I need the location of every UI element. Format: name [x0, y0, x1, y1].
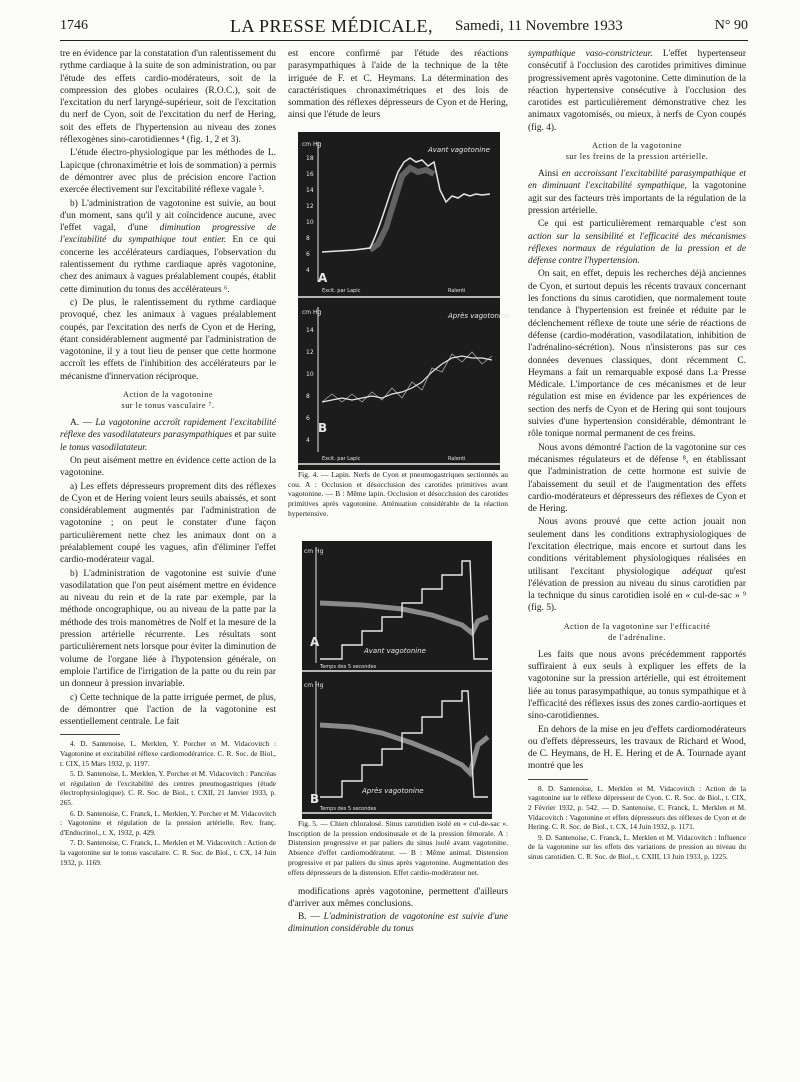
- column-3: [528, 48, 746, 862]
- paragraph: L'étude électro-physiologique par les méthodes de L. Lapicque (chronaximétrie et lois de sommation) a permis de démontrer avec plus de précision encore l'action exercée électivement sur l'excitabilité réflexe vagale ⁵.: [60, 148, 276, 196]
- footnote-rule: [528, 779, 588, 780]
- section-heading: Action de la vagotonine sur l'efficacité de l'adrénaline.: [563, 621, 711, 642]
- paragraph: A. — La vagotonine accroît rapidement l'excitabilité réflexe des vasodilatateurs parasympathiques et par suite le tonus vasodilatateur.: [60, 418, 276, 453]
- footnote: 6. D. Santenoise, C. Franck, L. Merklen, Y. Porcher et M. Vidacovitch : Vagotonine et régulation de la pression artérielle. Rev. franç. d'Endocrinol., t. X, 1932, p. 429.: [60, 808, 276, 837]
- figure-4-tracing: [298, 132, 510, 470]
- figure-5-caption: Fig. 5. — Chien chloralosé. Sinus carotidien isolé en « cul-de-sac ». Inscription de la pression endosinusale et de la pression fémorale. A : Distension progressive et par paliers du sinus isolé avant vagotonine. Absence d'effet cardiomodérateur. — B : Même animal. Distension progressive et par paliers du sinus après vagotonine. Augmentation des effets dépresseurs de la distension. Effet cardio-modérateur net.: [288, 818, 508, 877]
- figure-5-tracing: [302, 541, 492, 819]
- paragraph: b) L'administration de vagotonine est suivie d'une vasodilatation que l'on peut aisément mettre en évidence au niveau du rein et de la rate par exemple, par la méthode oncographique, ou au niveau de la patte par la méthode des trois manomètres de Nolf et la mesure de la pression artérielle récurrente. Les résultats sont particulièrement nets lorsque pour éviter la diminution de volume de l'organe liée à l'hypotension générale, on emploie l'artifice de l'irrigation de la patte ou du rein par un donneur à pression invariable.: [60, 568, 276, 690]
- paragraph: B. — L'administration de vagotonine est suivie d'une diminution considérable du tonus: [288, 912, 508, 935]
- fig4-panel-a: A: [318, 270, 328, 285]
- fig4-axis-unit: cm Hg: [302, 140, 322, 148]
- section-heading: Action de la vagotonine sur le tonus vasculaire ⁷.: [121, 390, 215, 411]
- fig5-label-apres: Après vagotonine: [362, 786, 424, 795]
- paragraph: modifications après vagotonine, permettent d'ailleurs d'arriver aux mêmes conclusions.: [288, 886, 508, 909]
- column-2: [288, 48, 508, 937]
- svg-text:14: 14: [306, 326, 314, 334]
- page-number: 1746: [60, 18, 88, 33]
- svg-text:cm Hg: cm Hg: [304, 547, 324, 555]
- paragraph: est encore confirmé par l'étude des réactions parasympathiques à l'aide de la technique de la tête irriguée de F. et C. Heymans. La détermination des caractéristiques chronaximétriques et des lois de sommation des réflexes dépresseurs de Cyon et de Hering, ainsi que l'étude de leurs: [288, 49, 508, 121]
- svg-text:Temps des 5 secondes: Temps des 5 secondes: [320, 805, 377, 812]
- paragraph: c) De plus, le ralentissement du rythme cardiaque provoqué, chez les animaux à vagues préalablement coupés, par l'excitation des nerfs de Cyon et de Hering, étant considérablement augmenté par l'administration de vagotonine, il y a tout lieu de penser que cette hormone accroît les effets de l'inhibition des accélérateurs par le mécanisme d'innervation réciproque.: [60, 297, 276, 382]
- svg-text:4: 4: [306, 266, 310, 274]
- journal-title: LA PRESSE MÉDICALE,: [230, 16, 434, 36]
- svg-text:Temps des 5 secondes: Temps des 5 secondes: [320, 663, 377, 670]
- footnote: 7. D. Santenoise, C. Franck, L. Merklen et M. Vidacovitch : Action de la vagotonine sur le tonus vasculaire. C. R. Soc. de Biol., t. CX, 14 Juin 1932, p. 1169.: [60, 838, 276, 867]
- svg-text:12: 12: [306, 202, 314, 210]
- paragraph: a) Les effets dépresseurs proprement dits des réflexes de Cyon et de Hering voient leurs seuils abaissés, et sont considérablement augmentés par l'administration de vagotonine ; on peut le constater d'une façon particulièrement nette chez les animaux dont on a préalablement coupé les vagues, afin d'éliminer l'effet cardio-modérateur vagal.: [60, 481, 276, 566]
- paragraph: Ainsi en accroissant l'excitabilité parasympathique et en diminuant l'excitabilité sympathique, la vagotonine agit sur des facteurs très importants de la régulation de la pression artérielle.: [528, 169, 746, 216]
- figure-4-caption: Fig. 4. — Lapin. Nerfs de Cyon et pneumogastriques sectionnés au cou. A : Occlusion et désocclusion des carotides primitives avant vagotonine. — B : Même lapin. Occlusion et désocclusion des carotides primitives après vagotonine. Atténuation considérable de la réaction hypertensive.: [288, 469, 508, 518]
- svg-text:Excit. par Lapic: Excit. par Lapic: [322, 287, 361, 294]
- paragraph: On peut aisément mettre en évidence cette action de la vagotonine.: [60, 455, 276, 479]
- footnote: 8. D. Santenoise, L. Merklen et M. Vidacovitch : Action de la vagotonine sur le réflexe dépresseur de Cyon. C. R. Soc. de Biol., t. CIX, 2 Février 1932, p. 542. — D. Santenoise, C. Franck, L. Merklen et M. Vidacovitch : Vagotonine et effets dépresseurs des réflexes de Cyon et de Hering. C. R. Soc. de Biol., t. CX, 14 Juin 1932, p. 1171.: [528, 783, 746, 832]
- column-1: [60, 48, 276, 868]
- fig5-panel-b: B: [310, 791, 320, 806]
- paragraph: Ce qui est particulièrement remarquable c'est son action sur la sensibilité et l'efficacité des mécanismes réflexes normaux de régulation de la pression et de défense contre l'hypertension.: [528, 219, 746, 267]
- svg-text:8: 8: [306, 392, 310, 400]
- footnote: 9. D. Santenoise, C. Franck, L. Merklen et M. Vidacovitch : Influence de la vagotonine sur les effets des variations de pression au niveau du sinus carotidien. C. R. Soc. de Biol., t. CXIII, 13 Juin 1933, p. 1225.: [528, 832, 746, 861]
- svg-text:Ralenti: Ralenti: [448, 455, 466, 462]
- svg-text:cm Hg: cm Hg: [302, 308, 322, 316]
- fig5-label-avant: Avant vagotonine: [364, 646, 426, 655]
- svg-text:18: 18: [306, 154, 314, 162]
- svg-text:10: 10: [306, 218, 314, 226]
- fig4-panel-b: B: [318, 420, 328, 435]
- page-header: [60, 14, 748, 40]
- svg-text:cm Hg: cm Hg: [304, 681, 324, 689]
- footnote: 4. D. Santenoise, L. Merklen, Y. Porcher et M. Vidacovitch : Vagotonine et excitabilité réflexe cardiomodératrice. C. R. Soc. de Biol., t. CIX, 15 Mars 1932, p. 1197.: [60, 739, 276, 768]
- svg-text:Ralenti: Ralenti: [448, 287, 466, 294]
- issue-number: N° 90: [714, 18, 748, 33]
- svg-text:12: 12: [306, 348, 314, 356]
- svg-text:10: 10: [306, 370, 314, 378]
- paragraph: tre en évidence par la constatation d'un ralentissement du rythme cardiaque à la suite de son administration, ou par l'étude des effets cardio-modérateurs, soit de la compression des globes oculaires (R.O.C.), soit de l'excitation du nerf laryngé-supérieur, soit de l'excitation du nerf de Cyon, soit de l'excitation du nerf de Hering, soit des effets de l'hypertension au niveau des zones réflexogènes sino-carotidiennes ⁴ (fig. 1, 2 et 3).: [60, 49, 276, 146]
- footnote-rule: [60, 734, 120, 735]
- svg-text:16: 16: [306, 170, 314, 178]
- paragraph: c) Cette technique de la patte irriguée permet, de plus, de démontrer que l'action de la vagotonine est essentiellement centrale. Le fait: [60, 692, 276, 728]
- svg-text:8: 8: [306, 234, 310, 242]
- svg-text:14: 14: [306, 186, 314, 194]
- fig5-panel-a: A: [310, 634, 320, 649]
- section-heading: Action de la vagotonine sur les freins de la pression artérielle.: [565, 141, 709, 162]
- svg-text:6: 6: [306, 414, 310, 422]
- fig4-label-apres: Après vagotonine: [448, 311, 510, 320]
- paragraph: Nous avons prouvé que cette action jouait non seulement dans les conditions extraphysiologiques de l'excitation électrique, mais encore et surtout dans les conditions véritablement physiologiques réalisées en utilisant l'excitant physiologique adéquat qu'est l'élévation de pression au niveau du sinus carotidien par la technique du sinus carotidien isolé en « cul-de-sac » ⁹ (fig. 5).: [528, 517, 746, 614]
- paragraph: sympathique vaso-constricteur. L'effet hypertenseur consécutif à l'occlusion des carotides primitives diminue progressivement après vagotonine. Cette diminution de la réaction hypertensive consécutive à l'occlusion des carotides est particulièrement démonstrative chez les animaux vagotomisés, ou mieux, à nerfs de Cyon coupés (fig. 4).: [528, 49, 746, 133]
- svg-text:4: 4: [306, 436, 310, 444]
- issue-date: Samedi, 11 Novembre 1933: [455, 18, 623, 34]
- paragraph: Nous avons démontré l'action de la vagotonine sur ces mécanismes régulateurs et de défense ⁸, en établissant que l'administration de cette hormone est suivie de l'abaissement du seuil et de l'augmentation des effets cardio-modérateurs et dépresseurs des réflexes de Cyon et de Hering.: [528, 442, 746, 515]
- paragraph: On sait, en effet, depuis les recherches déjà anciennes de Cyon, et surtout depuis les récents travaux concernant les fonctions du sinus carotidien, que normalement toute tendance à l'hypertension est freinée et réduite par le déclenchement réflexe de toute une série de réactions de défense (cardio-modération, vasodilatation, inhibition de l'adrénalino-sécrétion). Nous n'insisterons pas sur ces données devenues classiques, dont récemment C. Heymans a fait un remarquable exposé dans La Presse Médicale. L'importance de ces mécanismes et de leur régulation est mise en évidence par les expériences de section des nerfs de Cyon et de Hering qui sont toujours suivies d'une hypertension considérable, démontrant le rôle tonique normal permanent de ces freins.: [528, 269, 746, 440]
- paragraph: Les faits que nous avons précédemment rapportés suffiraient à eux seuls à expliquer les effets de la vagotonine sur la pression artérielle, qui est étroitement liée au tonus parasympathique, au tonus sympathique et à l'efficacité des réflexes issus des zones cardio-aortiques et sino-carotidiennes.: [528, 649, 746, 722]
- paragraph: En dehors de la mise en jeu d'effets cardiomodérateurs ou d'effets dépresseurs, les travaux de Richard et Wood, de C. Heymans, de H. E. Hering et de A. Tournade ayant montré que les: [528, 724, 746, 772]
- footnote: 5. D. Santenoise, L. Merklen, Y. Porcher et M. Vidacovitch : Pancréas et régulation de l'excitabilité des centres pneumogastriques (étude électrophysiologique). C. R. Soc. de Biol., t. CXII, 21 Janvier 1933, p. 265.: [60, 769, 276, 807]
- svg-text:6: 6: [306, 250, 310, 258]
- paragraph: b) L'administration de vagotonine est suivie, au bout d'un moment, sans qu'il y ait coïncidence aucune, avec l'effet vagal, d'une diminution progressive de l'excitabilité du sympathique tout entier. En ce qui concerne les accélérateurs cardiaques, l'observation du ralentissement du rythme cardiaque après vagotonine, chez des animaux à vagues préalablement coupés, établit cette diminution du tonus des accélérateurs ⁶.: [60, 198, 276, 295]
- svg-text:Excit. par Lapic: Excit. par Lapic: [322, 455, 361, 462]
- header-rule: [60, 40, 748, 41]
- fig4-label-avant: Avant vagotonine: [428, 145, 490, 154]
